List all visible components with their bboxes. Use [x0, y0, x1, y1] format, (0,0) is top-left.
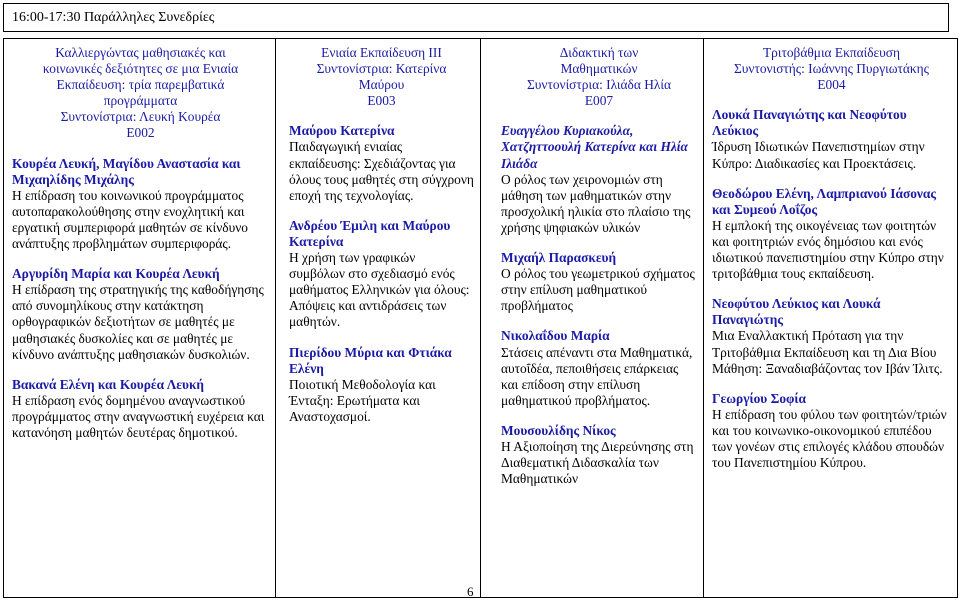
- presentation-authors: Ευαγγέλου Κυριακούλα, Χατζηττοουλή Κατερίνα και Ηλία Ιλιάδα: [501, 123, 688, 171]
- presentation-title: Στάσεις απέναντι στα Μαθηματικά, αυτοΐδέα, πεποιθήσεις επάρκειας και επίδοση στην επίλυση μαθηματικού προβλήματος.: [501, 344, 693, 408]
- presentation-entry: [12, 377, 269, 441]
- presentation-title: Η εμπλοκή της οικογένειας των φοιτητών και φοιτητριών ενός δημόσιου και ενός ιδιωτικού πανεπιστημίου στην Κύπρο στην τριτοβάθμια τους εκπαίδευση.: [712, 217, 944, 282]
- session-column: [4, 39, 276, 597]
- presentation-authors: Αργυρίδη Μαρία και Κουρέα Λευκή: [12, 266, 220, 282]
- presentation-entry: [289, 123, 474, 203]
- session-heading-line: προγράμματα: [103, 93, 178, 109]
- session-heading: [12, 45, 269, 142]
- presentation-title: Ο ρόλος του γεωμετρικού σχήματος στην επίλυση μαθηματικού προβλήματος: [501, 266, 695, 314]
- session-heading-line: Συντονίστρια: Λευκή Κουρέα: [60, 109, 221, 125]
- presentation-entry: [712, 391, 951, 471]
- presentation-entry: [501, 423, 697, 487]
- session-heading: [289, 45, 474, 109]
- presentation-entry: [501, 328, 697, 408]
- presentation-authors: Μουσουλίδης Νίκος: [501, 422, 616, 438]
- session-heading-line: Ε004: [817, 77, 846, 93]
- sessions-table: [3, 38, 958, 598]
- presentation-title: Η επίδραση της στρατηγικής της καθοδήγησης από συνομηλίκους στην κατάκτηση ορθογραφικών δεξιοτήτων σε μαθητές με μαθησιακές δυσκολίες και σε μαθητές με κίνδυνο ανάπτυξης μαθησιακών δυσκολιών.: [12, 282, 264, 362]
- page-number: 6: [467, 584, 474, 599]
- presentation-title: Μια Εναλλακτική Πρόταση για την Τριτοβάθμια Εκπαίδευση και τη Δια Βίου Μάθηση: Ξαναδιαβάζοντας τον Ιβάν Ίλιτς.: [712, 328, 943, 376]
- session-header: [3, 3, 949, 32]
- presentation-authors: Κουρέα Λευκή, Μαγίδου Αναστασία και Μιχαηλίδης Μιχάλης: [12, 155, 241, 187]
- session-heading: [501, 45, 697, 109]
- presentation-entry: [12, 266, 269, 363]
- session-heading-line: Ε002: [126, 125, 155, 141]
- presentation-entry: [501, 250, 697, 314]
- session-heading-line: Συντονίστρια: Ιλιάδα Ηλία: [526, 77, 672, 93]
- presentation-authors: Λουκά Παναγιώτης και Νεοφύτου Λεύκιος: [712, 107, 907, 139]
- session-heading-line: Ε007: [584, 93, 614, 109]
- session-column: [704, 39, 957, 597]
- session-column: [481, 39, 704, 597]
- presentation-authors: Μιχαήλ Παρασκευή: [501, 250, 617, 266]
- session-heading: [712, 45, 951, 93]
- presentation-title: Ο ρόλος των χειρονομιών στη μάθηση των μαθηματικών στην προσχολική ηλικία στο πλαίσιο της χρήσης ψηφιακών υλικών: [501, 171, 691, 235]
- session-heading-line: Μαύρου: [358, 77, 405, 93]
- session-heading-line: Εκπαίδευση: τρία παρεμβατικά: [56, 77, 225, 93]
- session-title: 16:00-17:30 Παράλληλες Συνεδρίες: [12, 10, 215, 25]
- session-heading-line: Μαθηματικών: [560, 61, 638, 77]
- session-heading-line: Ενιαία Εκπαίδευση ΙΙΙ: [321, 45, 442, 60]
- session-heading-line: Καλλιεργώντας μαθησιακές και: [55, 45, 226, 60]
- session-heading-line: Διδακτική των: [559, 45, 639, 60]
- presentation-authors: Πιερίδου Μύρια και Φτιάκα Ελένη: [289, 344, 452, 376]
- presentation-entry: [289, 345, 474, 425]
- presentation-title: Η επίδραση ενός δομημένου αναγνωστικού προγράμματος στην αναγνωστική ευχέρεια και κατανόηση μαθητών δευτέρας δημοτικού.: [12, 392, 265, 440]
- session-heading-line: Συντονιστής: Ιωάννης Πυργιωτάκης: [733, 61, 929, 77]
- session-heading-line: Τριτοβάθμια Εκπαίδευση: [762, 45, 901, 60]
- presentation-title: Παιδαγωγική ενιαίας εκπαίδευσης: Σχεδιάζοντας για όλους τους μαθητές στη σύγχρονη εποχή της τεχνολογίας.: [289, 139, 474, 203]
- presentation-authors: Θεοδώρου Ελένη, Λαμπριανού Ιάσονας και Συμεού Λοΐζος: [712, 185, 937, 217]
- session-column: [276, 39, 481, 597]
- session-heading-line: κοινωνικές δεξιότητες σε μια Ενιαία: [42, 61, 239, 77]
- presentation-authors: Μαύρου Κατερίνα: [289, 123, 395, 139]
- presentation-authors: Γεωργίου Σοφία: [712, 390, 807, 406]
- presentation-authors: Νικολαΐδου Μαρία: [501, 328, 610, 344]
- presentation-authors: Βακανά Ελένη και Κουρέα Λευκή: [12, 376, 204, 392]
- presentation-entry: [712, 107, 951, 171]
- presentation-title: Η επίδραση του φύλου των φοιτητών/τριών και του κοινωνικο-οικονομικού επιπέδου των γονέων στις επιλογές κλάδου σπουδών του Πανεπιστημίου Κύπρου.: [712, 406, 947, 471]
- presentation-entry: [712, 186, 951, 283]
- presentation-authors: Ανδρέου Έμιλη και Μαύρου Κατερίνα: [289, 217, 451, 249]
- presentation-title: Η επίδραση του κοινωνικού προγράμματος αυτοπαρακολούθησης στην ενοχλητική και εργατική συμπεριφορά μαθητών σε κίνδυνο ανάπτυξης προβλημάτων συμπεριφοράς.: [12, 187, 248, 252]
- presentation-authors: Νεοφύτου Λεύκιος και Λουκά Παναγιώτης: [712, 296, 881, 328]
- presentation-title: Ίδρυση Ιδιωτικών Πανεπιστημίων στην Κύπρο: Διαδικασίες και Προεκτάσεις.: [712, 139, 925, 171]
- presentation-title: Η χρήση των γραφικών συμβόλων στο σχεδιασμό ενός μαθήματος Ελληνικών για όλους: Απόψεις και αντιδράσεις των μαθητών.: [289, 250, 470, 330]
- session-heading-line: Ε003: [367, 93, 396, 109]
- presentation-entry: [712, 296, 951, 376]
- session-heading-line: Συντονίστρια: Κατερίνα: [316, 61, 447, 77]
- presentation-title: Η Αξιοποίηση της Διερεύνησης στη Διαθεματική Διδασκαλία των Μαθηματικών: [501, 438, 694, 487]
- presentation-title: Ποιοτική Μεθοδολογία και Ένταξη: Ερωτήματα και Αναστοχασμοί.: [289, 376, 436, 424]
- presentation-entry: [12, 156, 269, 253]
- presentation-entry: [289, 218, 474, 331]
- presentation-entry: [501, 123, 697, 236]
